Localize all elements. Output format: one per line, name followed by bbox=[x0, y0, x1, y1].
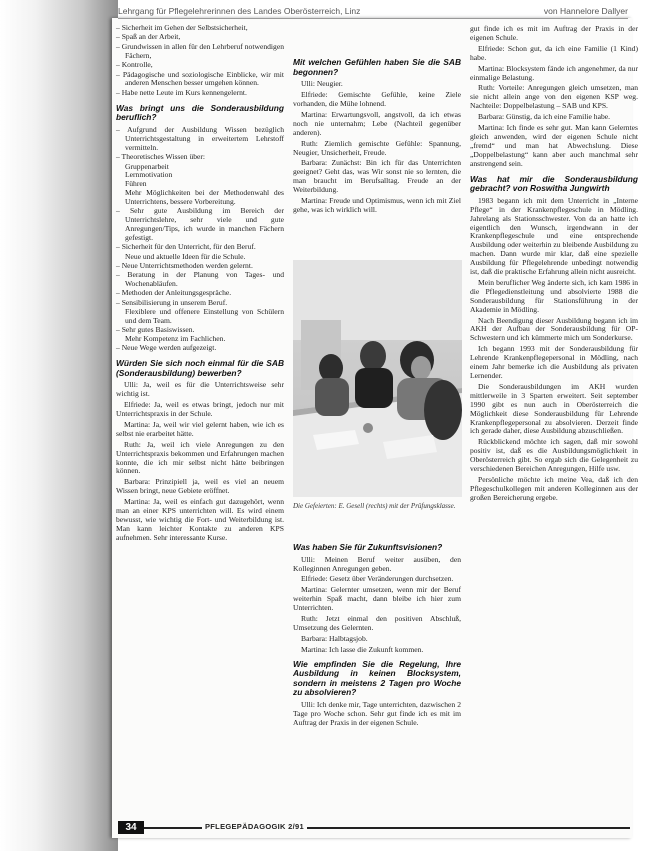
column-3 bbox=[470, 25, 638, 505]
answer-paragraph: Ulli: Neugier. bbox=[301, 79, 343, 89]
list-item: – Neue Unterrichtsmethoden werden gelernt. bbox=[116, 260, 253, 270]
answer-paragraph: Ulli: Ich denke mir, Tage unterrichten, dazwischen 2 Tage pro Woche schon. Sehr gut finde ich es mit im Auftrag der Praxis in der eigenen Schule. bbox=[293, 700, 461, 727]
list-item: – Habe nette Leute im Kurs kennengelernt. bbox=[116, 87, 247, 97]
answer-paragraph: Martina: Gelernter umsetzen, wenn mir der Beruf weiterhin Spaß macht, dann bleibe ich hier zum Unterrichten. bbox=[293, 585, 461, 613]
intro-list bbox=[116, 24, 284, 98]
benefits-list bbox=[116, 126, 284, 353]
list-item: – Spaß an der Arbeit, bbox=[116, 32, 181, 42]
page-number: 34 bbox=[118, 821, 144, 834]
book-binding-shadow bbox=[0, 0, 118, 851]
question-heading: Was haben Sie für Zukunftsvisionen? bbox=[293, 542, 443, 552]
page-footer bbox=[118, 821, 630, 835]
answer-paragraph: Martina: Ich finde es sehr gut. Man kann Gelerntes gleich anwenden, wird der eigenen Schule nicht „fremd“ und man hat Abwechslung. Diese „Doppelbelastung“ kann aber auch manchmal sehr anstrengend sein. bbox=[470, 123, 638, 168]
list-item: – Kontrolle, bbox=[116, 60, 153, 70]
story-paragraph: Mein beruflicher Weg änderte sich, ich kam 1986 in die Pflegedienstleitung und absolvierte 1988 die Sonderausbildung für Stationsführung in der Akademie in Mödling. bbox=[470, 277, 638, 314]
list-subitem: Mehr Möglichkeiten bei der Methodenwahl des Unterrichtens, bessere Vorbereitung. bbox=[125, 188, 284, 207]
answer-paragraph: Barbara: Günstig, da ich eine Familie habe. bbox=[478, 112, 611, 122]
answer-paragraph: Ruth: Vorteile: Anregungen gleich umsetzen, man sie nicht allein ange von den eigenen KSP weg. Nachteile: Doppelbelastung – SAB und KPS. bbox=[470, 83, 638, 111]
magazine-name: PFLEGEPÄDAGOGIK 2/91 bbox=[202, 822, 307, 831]
question-heading: Würden Sie sich noch einmal für die SAB (Sonderausbildung) bewerben? bbox=[116, 358, 284, 378]
list-subitem: Mehr Kompetenz im Fachlichen. bbox=[125, 334, 226, 344]
list-item: – Sehr gutes Basiswissen. bbox=[116, 324, 195, 334]
answer-paragraph: Martina: Ich lasse die Zukunft kommen. bbox=[301, 644, 424, 654]
section-heading: Was hat mir die Sonderausbildung gebracht? von Roswitha Jungwirth bbox=[470, 173, 638, 194]
list-item: – Sicherheit im Gehen der Selbstsicherheit, bbox=[116, 23, 248, 32]
answer-paragraph: Elfriede: Gesetz über Veränderungen durchsetzen. bbox=[301, 574, 454, 584]
answer-paragraph: Ulli: Meinen Beruf weiter ausüben, den Kolleginnen Anregungen geben. bbox=[293, 554, 461, 573]
story-paragraph: Persönliche möchte ich meine Vea, daß ich den Pflegeschulkollegen mit anderen Kolleginnen aus der großen Bereicherung ergebe. bbox=[470, 474, 638, 502]
answer-paragraph: Ruth: Ziemlich gemischte Gefühle: Spannung, Neugier, Unsicherheit, Freude. bbox=[293, 138, 461, 157]
question-heading: Was bringt uns die Sonderausbildung beruflich? bbox=[116, 102, 284, 123]
answer-paragraph: gut finde ich es mit im Auftrag der Praxis in der eigenen Schule. bbox=[470, 24, 638, 42]
list-item: – Sensibilisierung in unserem Beruf. bbox=[116, 297, 228, 307]
list-item: – Sehr gute Ausbildung im Bereich der Unterrichtslehre, sehr viele und gute Anregungen/Tips, ich wurde in manchen Fächern gefestigt. bbox=[116, 206, 284, 242]
list-item: – Methoden der Anleitungsgespräche. bbox=[116, 288, 232, 298]
answer-paragraph: Barbara: Halbtagsjob. bbox=[301, 633, 368, 643]
story-paragraph: Rückblickend möchte ich sagen, daß mir sowohl positiv ist, daß es die Ausbildungsmöglichkeit in Oberösterreich gibt. So ergab sich die Gelegenheit zu verschiedenen Bereichen Anregungen, Hilfe usw. bbox=[470, 437, 638, 474]
list-item: – Pädagogische und soziologische Einblicke, wir mit anderen Menschen besser umgehen können. bbox=[116, 69, 284, 88]
answer-paragraph: Martina: Erwartungsvoll, angstvoll, da ich etwas noch nie unternahm; Lebe (Nachteil gegenüber anderen). bbox=[293, 109, 461, 137]
question-heading: Mit welchen Gefühlen haben Sie die SAB begonnen? bbox=[293, 57, 461, 77]
answer-paragraph: Ruth: Jetzt einmal den positiven Abschluß, Umsetzung des Gelernten. bbox=[293, 614, 461, 632]
list-item: – Grundwissen in allen für den Lehrberuf notwendigen Fächern, bbox=[116, 41, 284, 60]
list-item: – Theoretisches Wissen über: bbox=[116, 152, 206, 162]
list-subitem: Gruppenarbeit bbox=[125, 161, 169, 171]
answer-paragraph: Elfriede: Gemischte Gefühle, keine Ziele vorhanden, die Mühe lohnend. bbox=[293, 90, 461, 108]
answers-block bbox=[116, 381, 284, 542]
group-photo bbox=[293, 260, 462, 497]
group-photo-illustration bbox=[293, 260, 462, 497]
answer-paragraph: Ulli: Ja, weil es für die Unterrichtsweise sehr wichtig ist. bbox=[116, 380, 284, 399]
story-paragraph: Nach Beendigung dieser Ausbildung begann ich im AKH der Aufbau der Sonderausbildung für OP-Schwestern und ich kümmerte mich um Sonderkurse. bbox=[470, 315, 638, 343]
header-left-text: Lehrgang für Pflegelehrerinnen des Landes Oberösterreich, Linz bbox=[118, 6, 361, 16]
answer-paragraph: Martina: Ja, weil es einfach gut dazugehört, wenn man an einer KPS unterrichten will. Es wird einem bewusst, wie wichtig die Fort- und Weiterbildung ist. Man kann leichter Kontakte zu anderen KPS aufnehmen. Sehr interessante Kurse. bbox=[116, 497, 284, 542]
column-2 bbox=[293, 58, 461, 217]
list-item: – Neue Wege werden aufgezeigt. bbox=[116, 343, 217, 353]
answer-paragraph: Elfriede: Ja, weil es etwas bringt, jedoch nur mit Unterrichtspraxis in der Schule. bbox=[116, 400, 284, 418]
answer-paragraph: Barbara: Zunächst: Bin ich für das Unterrichten geeignet? Geht das, was Wir sonst nie so lernten, die man braucht im Berufsalltag. Freude an der Weiterbildung. bbox=[293, 158, 461, 195]
column-2-lower bbox=[293, 538, 461, 730]
list-subitem: Lernmotivation bbox=[125, 170, 173, 180]
answer-paragraph: Elfriede: Schon gut, da ich eine Familie (1 Kind) habe. bbox=[470, 43, 638, 62]
list-item: – Sicherheit für den Unterricht, für den Beruf. bbox=[116, 242, 256, 252]
list-subitem: Neue und aktuelle Ideen für die Schule. bbox=[125, 251, 246, 261]
question-heading: Wie empfinden Sie die Regelung, Ihre Ausbildung in keinen Blocksystem, sondern in meistens 2 Tagen pro Woche zu absolvieren? bbox=[293, 658, 461, 698]
list-subitem: Führen bbox=[125, 179, 147, 189]
list-item: – Beratung in der Planung von Tages- und Wochenabläufen. bbox=[116, 269, 284, 288]
answer-paragraph: Barbara: Prinzipiell ja, weil es viel an neuem Wissen bringt, neue Gebiete eröffnet. bbox=[116, 477, 284, 496]
running-header bbox=[118, 6, 628, 19]
answer-paragraph: Martina: Ja, weil wir viel gelernt haben, wie ich es selbst nie erarbeitet hätte. bbox=[116, 419, 284, 438]
column-1 bbox=[116, 24, 284, 545]
story-paragraph: Ich begann 1993 mit der Sonderausbildung für Lehrende Krankenpflegepersonal in Mödling, nach einem Jahr bemerke ich die Ausbildung als privaten Lernender. bbox=[470, 344, 638, 380]
header-author: von Hannelore Dallyer bbox=[543, 6, 628, 16]
list-subitem: Flexiblere und offenere Einstellung von Schülern und dem Team. bbox=[125, 307, 284, 325]
story-paragraph: Die Sonderausbildungen im AKH wurden mittlerweile in 3 Sparten erweitert. Seit september 1990 gibt es nun auch in Oberösterreich die Möglichkeit diese Sonderausbildung für Lehrende Krankenpflegepersonal zu absolvieren. Derzeit finde ich gerade daher, diese Ausbildung abzuschließen. bbox=[470, 381, 638, 436]
answer-paragraph: Martina: Freude und Optimismus, wenn ich mit Ziel gehe, was ich wirklich will. bbox=[293, 196, 461, 214]
photo-caption: Die Gefeierten: E. Gesell (rechts) mit der Prüfungsklasse. bbox=[293, 502, 456, 510]
story-paragraph: 1983 begann ich mit dem Unterricht in „Interne Pflege“ in der Krankenpflegeschule in Mödling. Jahrelang als Stationsschwester. Von da an hatte ich eigentlich den Wunsch, irgendwann in der Krankenpflegeschule und eine entsprechende Ausbildung oder weiterhin zu bleibende Ausbildung zu machen. Dann wurde mir klar, daß eine spezielle Ausbildung für Pflegelehrende unbedingt notwendig ist, daß die praktische Erfahrung allein nicht ausreicht. bbox=[470, 195, 638, 277]
list-item: – Aufgrund der Ausbildung Wissen bezüglich Unterrichtsgestaltung in erweitertem Lehrstoff vermitteln. bbox=[116, 124, 284, 152]
answer-paragraph: Ruth: Ja, weil ich viele Anregungen zu den Unterrichtspraxis bekommen und Erfahrungen machen konnte, die ich mir selbst nicht hätte beibringen können. bbox=[116, 439, 284, 476]
answer-paragraph: Martina: Blocksystem fände ich angenehmer, da nur einmalige Belastung. bbox=[470, 63, 638, 82]
